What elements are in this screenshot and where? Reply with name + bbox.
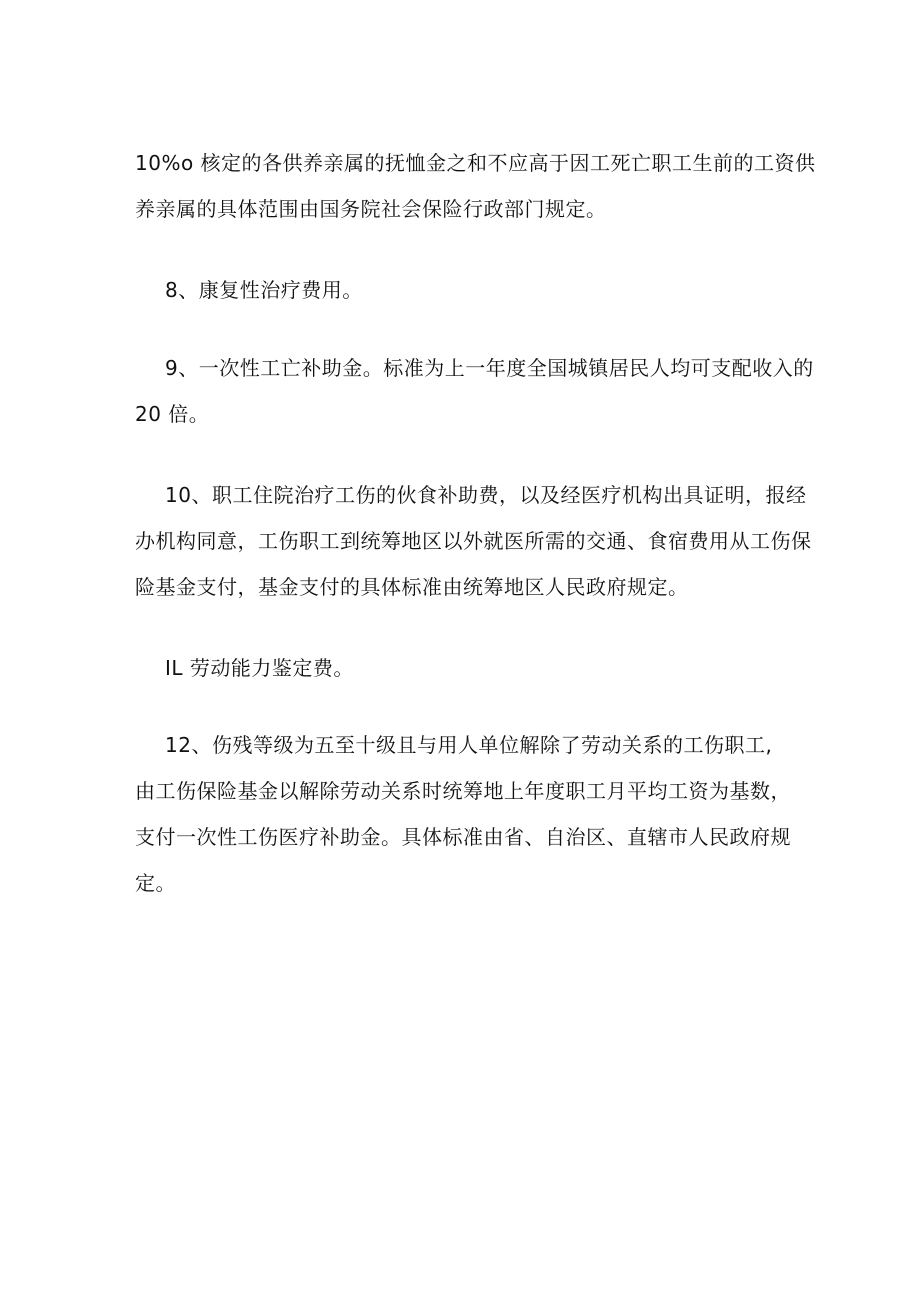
paragraph-funeral-continuation — [135, 140, 816, 232]
paragraph-item-8 — [135, 267, 795, 313]
text-line: 支付一次性工伤医疗补助金。具体标准由省、自治区、直辖市人民政府规 — [135, 825, 791, 849]
text-line: 12、伤残等级为五至十级且与用人单位解除了劳动关系的工伤职工, — [165, 733, 773, 757]
paragraph-item-9 — [135, 345, 814, 437]
paragraph-item-12 — [135, 722, 795, 906]
text-line: 由工伤保险基金以解除劳动关系时统筹地上年度职工月平均工资为基数， — [135, 779, 791, 803]
paragraph-item-10 — [135, 472, 812, 610]
text-line: 定。 — [135, 871, 176, 895]
paragraph-item-11 — [135, 645, 795, 691]
text-line: 10%o 核定的各供养亲属的抚恤金之和不应高于因工死亡职工生前的工资供 — [135, 151, 816, 175]
text-line: 20 倍。 — [135, 402, 210, 426]
text-line: 险基金支付，基金支付的具体标准由统筹地区人民政府规定。 — [135, 575, 689, 599]
text-line: 10、职工住院治疗工伤的伙食补助费，以及经医疗机构出具证明，报经 — [165, 483, 807, 507]
text-line: 8、康复性治疗费用。 — [165, 278, 363, 302]
text-line: 办机构同意，工伤职工到统筹地区以外就医所需的交通、食宿费用从工伤保 — [135, 529, 812, 553]
text-line: IL 劳动能力鉴定费。 — [165, 656, 354, 680]
text-line: 养亲属的具体范围由国务院社会保险行政部门规定。 — [135, 197, 607, 221]
text-line: 9、一次性工亡补助金。标准为上一年度全国城镇居民人均可支配收入的 — [165, 356, 814, 380]
